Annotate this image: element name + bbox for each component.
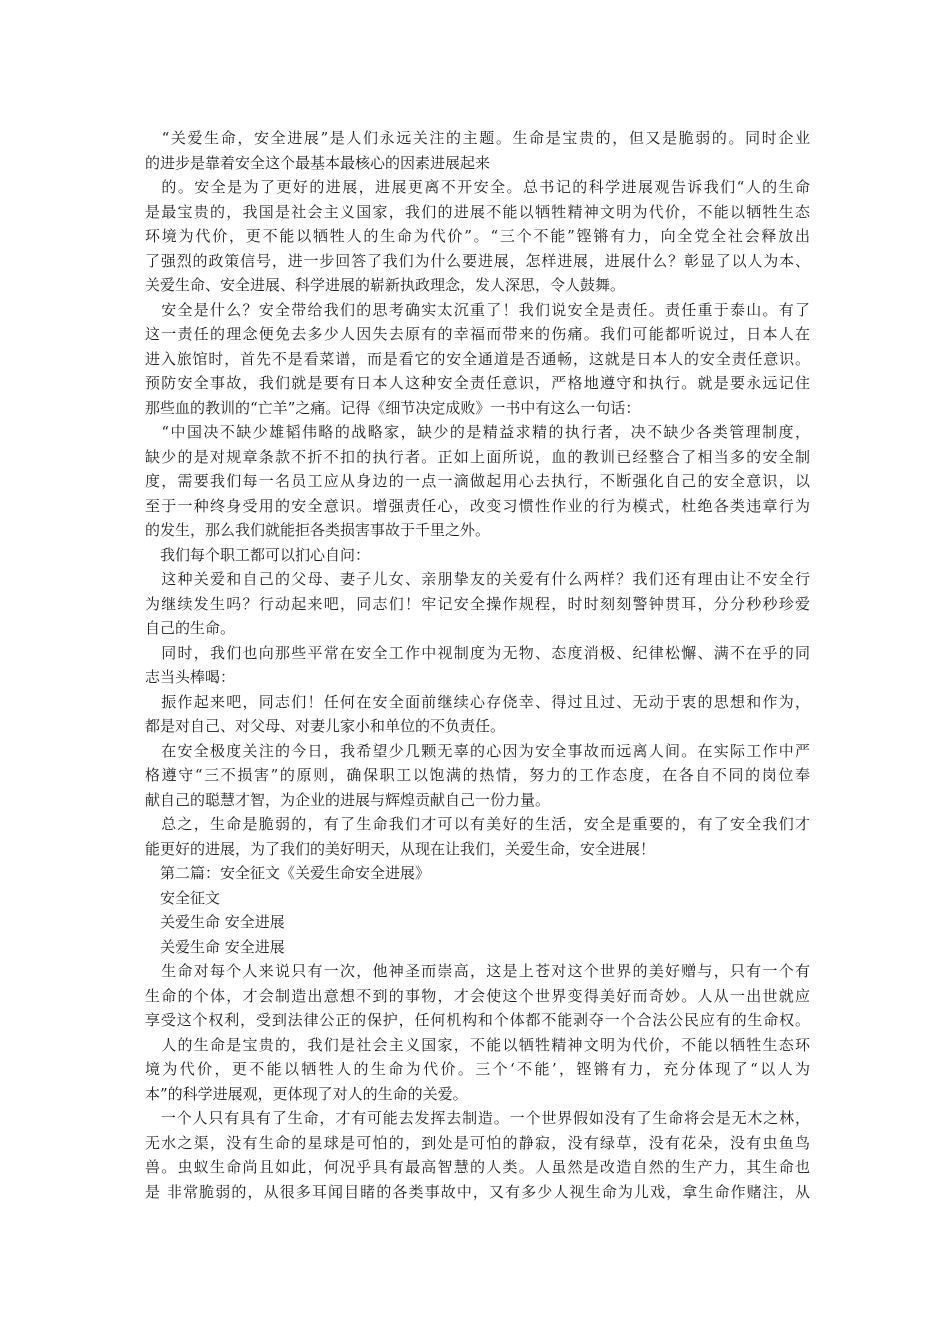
text-line: 振作起来吧，同志们！任何在安全面前继续心存侥幸、得过且过、无动于衷的思想和作为， xyxy=(145,692,810,711)
text-line: 至于一种终身受用的安全意识。增强责任心，改变习惯性作业的行为模式，杜绝各类违章行为 xyxy=(145,496,810,515)
text-line: 献自己的聪慧才智，为企业的进展与辉煌贡献自己一份力量。 xyxy=(145,790,551,809)
text-line: 了强烈的政策信号，进一步回答了我们为什么要进展，怎样进展，进展什么？彰显了以人为本、 xyxy=(145,251,810,270)
text-line: 的发生，那么我们就能拒各类损害事故于千里之外。 xyxy=(145,521,491,539)
text-line: 我们每个职工都可以扪心自问： xyxy=(145,545,371,564)
text-line: 都是对自己、对父母、对妻儿家小和单位的不负责任。 xyxy=(145,717,506,735)
text-line: 志当头棒喝： xyxy=(145,668,236,686)
text-line: 格遵守“三不损害”的原则，确保职工以饱满的热情，努力的工作态度，在各自不同的岗位奉 xyxy=(145,766,810,784)
text-line: 缺少的是对规章条款不折不扣的执行者。正如上面所说，血的教训已经整合了相当多的安全制 xyxy=(145,447,810,466)
text-line: 能更好的进展，为了我们的美好明天，从现在让我们，关爱生命，安全进展！ xyxy=(145,839,656,858)
text-line: 安全征文 xyxy=(145,888,221,907)
text-line: 生命的个体，才会制造出意想不到的事物，才会使这个世界变得美好而奇妙。人从一出世就应 xyxy=(145,986,810,1005)
text-line: 同时，我们也向那些平常在安全工作中视制度为无物、态度消极、纪律松懈、满不在乎的同 xyxy=(145,643,810,662)
text-line: 无水之渠，没有生命的星球是可怕的，到处是可怕的静寂，没有绿草，没有花朵，没有虫鱼鸟 xyxy=(145,1133,810,1152)
text-line: 一个人只有具有了生命，才有可能去发挥去制造。一个世界假如没有了生命将会是无木之林， xyxy=(145,1109,810,1127)
text-line: 这一责任的理念便免去多少人因失去原有的幸福而带来的伤痛。我们可能都听说过，日本人在 xyxy=(145,325,810,343)
text-line: 关爱生命 安全进展 xyxy=(145,937,285,956)
text-line: 总之，生命是脆弱的，有了生命我们才可以有美好的生活，安全是重要的，有了安全我们才 xyxy=(145,815,810,833)
text-line: 自己的生命。 xyxy=(145,619,236,637)
text-line: “中国决不缺少雄韬伟略的战略家，缺少的是精益求精的执行者，决不缺少各类管理制度， xyxy=(145,423,810,441)
text-line: 的进步是靠着安全这个最基本最核心的因素进展起来 xyxy=(145,153,491,172)
text-line: 生命对每个人来说只有一次，他神圣而崇高，这是上苍对这个世界的美好赠与，只有一个有 xyxy=(145,962,810,980)
text-line: 境为代价，更不能以牺牲人的生命为代价。三个‘不能’，铿锵有力，充分体现了“以人为 xyxy=(145,1060,810,1078)
text-line: “关爱生命，安全进展”是人们永远关注的主题。生命是宝贵的，但又是脆弱的。同时企业 xyxy=(145,129,810,147)
text-line: 安全是什么？安全带给我们的思考确实太沉重了！我们说安全是责任。责任重于泰山。有了 xyxy=(145,300,810,319)
text-line: 的。安全是为了更好的进展，进展更离不开安全。总书记的科学进展观告诉我们“人的生命 xyxy=(145,178,810,196)
text-line: 这种关爱和自己的父母、妻子儿女、亲朋挚友的关爱有什么两样？我们还有理由让不安全行 xyxy=(145,570,810,588)
text-line: 关爱生命 安全进展 xyxy=(145,913,285,931)
text-line: 是 非常脆弱的，从很多耳闻目睹的各类事故中，又有多少人视生命为儿戏，拿生命作赌注，从 xyxy=(145,1182,810,1201)
text-line: 兽。虫蚁生命尚且如此，何况乎具有最高智慧的人类。人虽然是改造自然的生产力，其生命也 xyxy=(145,1158,810,1176)
text-line: 进入旅馆时，首先不是看菜谱，而是看它的安全通道是否通畅，这就是日本人的安全责任意识。 xyxy=(145,349,810,368)
text-line: 人的生命是宝贵的，我们是社会主义国家，不能以牺牲精神文明为代价，不能以牺牲生态环 xyxy=(145,1035,810,1054)
text-line: 预防安全事故，我们就是要有日本人这种安全责任意识，严格地遵守和执行。就是要永远记住 xyxy=(145,374,810,392)
text-line: 度，需要我们每一名员工应从身边的一点一滴做起用心去执行，不断强化自己的安全意识，以 xyxy=(145,472,810,490)
text-line: 为继续发生吗？行动起来吧，同志们！牢记安全操作规程，时时刻刻警钟贯耳，分分秒秒珍爱 xyxy=(145,594,810,613)
text-line: 享受这个权利，受到法律公正的保护，任何机构和个体都不能剥夺一个合法公民应有的生命权。 xyxy=(145,1011,810,1029)
text-line: 在安全极度关注的今日，我希望少几颗无辜的心因为安全事故而远离人间。在实际工作中严 xyxy=(145,741,810,760)
text-line: 环境为代价，更不能以牺牲人的生命为代价”。“三个不能”铿锵有力，向全党全社会释放出 xyxy=(145,227,810,245)
text-line: 第二篇：安全征文《关爱生命安全进展》 xyxy=(145,864,431,882)
text-line: 那些血的教训的“亡羊”之痛。记得《细节决定成败》一书中有这么一句话： xyxy=(145,398,641,417)
text-line: 本”的科学进展观，更体现了对人的生命的关爱。 xyxy=(145,1084,468,1103)
document-page xyxy=(145,126,810,1204)
text-line: 关爱生命、安全进展、科学进展的崭新执政理念，发人深思，令人鼓舞。 xyxy=(145,276,626,294)
text-line: 是最宝贵的，我国是社会主义国家，我们的进展不能以牺牲精神文明为代价，不能以牺牲生态 xyxy=(145,202,810,221)
